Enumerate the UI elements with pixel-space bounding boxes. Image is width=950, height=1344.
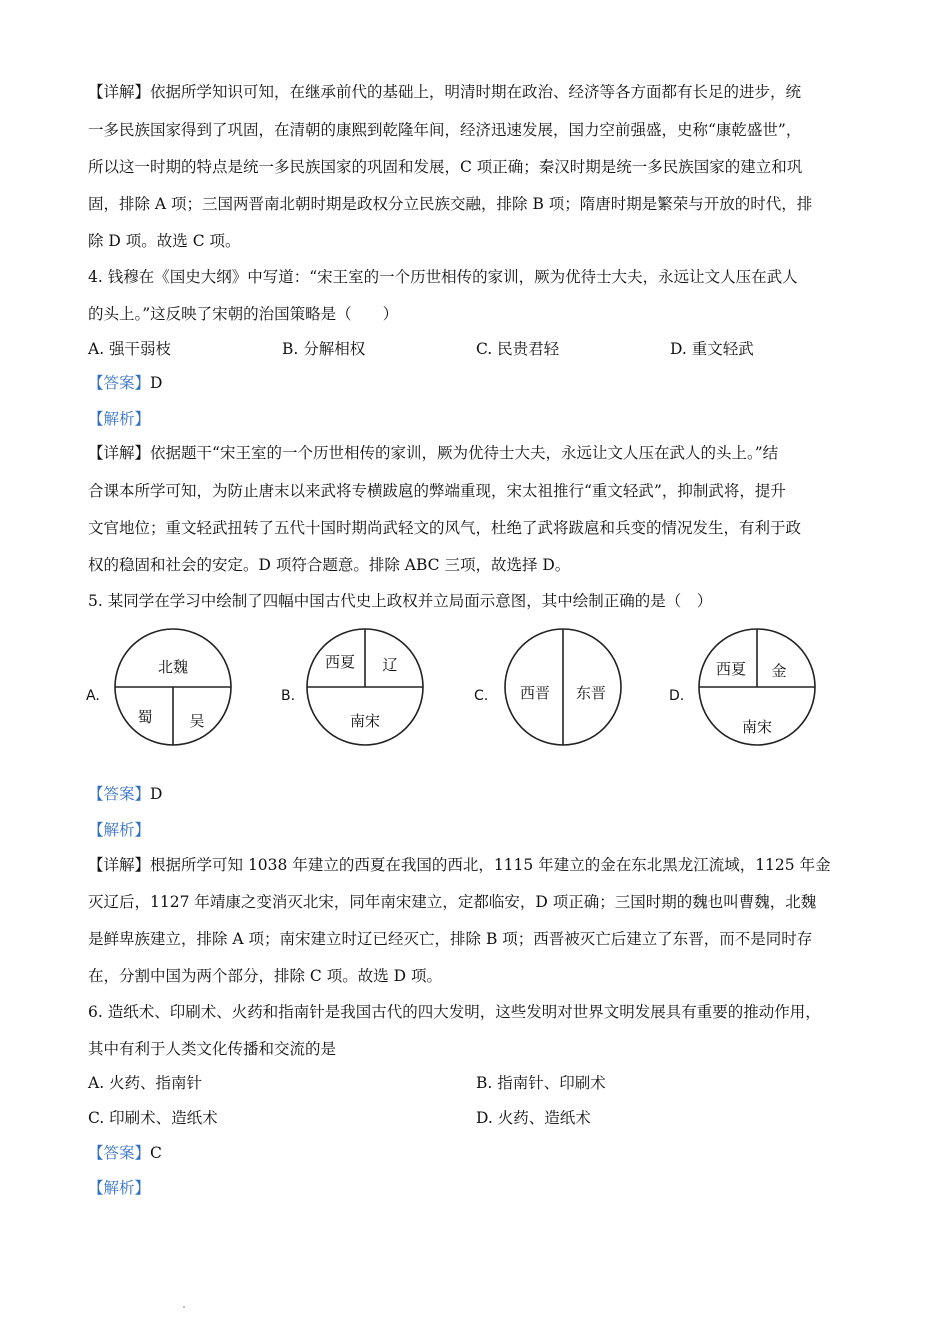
q6-stem-line-2: 其中有利于人类文化传播和交流的是: [88, 1040, 337, 1058]
q6-option-c: C. 印刷术、造纸术: [88, 1109, 218, 1127]
q4-stem-line-2: 的头上。”这反映了宋朝的治国策略是（ ）: [88, 305, 399, 323]
q4-stem-line-1: 4. 钱穆在《国史大纲》中写道：“宋王室的一个历世相传的家训，厥为优待士大夫，永远让文人压在武人: [88, 268, 798, 286]
q5-diagram-c: [500, 622, 626, 752]
q4-detail-line-4: 权的稳固和社会的安定。D 项符合题意。排除 ABC 三项，故选择 D。: [88, 556, 571, 574]
q4-detail-line-2: 合课本所学可知，为防止唐末以来武将专横跋扈的弊端重现，宋太祖推行“重文轻武”，抑制武将，提升: [88, 482, 786, 500]
q6-analysis: 【解析】: [88, 1179, 151, 1197]
q6-stem-line-1: 6. 造纸术、印刷术、火药和指南针是我国古代的四大发明，这些发明对世界文明发展具有重要的推动作用，: [88, 1003, 821, 1021]
q4-analysis: 【解析】: [88, 410, 151, 428]
region-nansong: 南宋: [349, 712, 381, 730]
q4-option-c: C. 民贵君轻: [476, 340, 560, 358]
q4-answer: 【答案】D: [88, 374, 163, 392]
q5-detail-line-1: 【详解】根据所学可知 1038 年建立的西夏在我国的西北，1115 年建立的金在东北黑龙江流域，1125 年金: [88, 856, 831, 874]
footer-mark: [183, 1306, 185, 1308]
region-xijin: 西晋: [519, 684, 551, 702]
q4-option-b: B. 分解相权: [282, 340, 366, 358]
q3-detail-line-5: 除 D 项。故选 C 项。: [88, 232, 241, 250]
q5-diagram-a-label: A.: [86, 688, 100, 704]
q5-analysis: 【解析】: [88, 821, 151, 839]
q5-diagram-c-label: C.: [474, 688, 489, 704]
q6-answer: 【答案】C: [88, 1144, 162, 1162]
q6-option-d: D. 火药、造纸术: [476, 1109, 591, 1127]
region-liao: 辽: [382, 656, 398, 674]
q5-diagram-b: [302, 622, 428, 752]
region-jin: 金: [771, 662, 787, 680]
q4-detail-line-3: 文官地位；重文轻武扭转了五代十国时期尚武轻文的风气，杜绝了武将跋扈和兵变的情况发生，有利于政: [88, 519, 802, 537]
q3-detail-line-3: 所以这一时期的特点是统一多民族国家的巩固和发展，C 项正确；秦汉时期是统一多民族国家的建立和巩: [88, 158, 803, 176]
q4-option-d: D. 重文轻武: [670, 340, 754, 358]
q3-detail-line-4: 固，排除 A 项；三国两晋南北朝时期是政权分立民族交融，排除 B 项；隋唐时期是繁荣与开放的时代，排: [88, 195, 813, 213]
region-xixia: 西夏: [715, 660, 747, 678]
region-wu: 吴: [189, 712, 205, 730]
q5-answer: 【答案】D: [88, 785, 163, 803]
q5-detail-line-3: 是鲜卑族建立，排除 A 项；南宋建立时辽已经灭亡，排除 B 项；西晋被灭亡后建立了东晋，而不是同时存: [88, 930, 813, 948]
region-shu: 蜀: [137, 708, 153, 726]
q5-stem: 5. 某同学在学习中绘制了四幅中国古代史上政权并立局面示意图，其中绘制正确的是（ ）: [88, 592, 713, 610]
q5-diagram-a: [110, 622, 236, 752]
q4-option-a: A. 强干弱枝: [88, 340, 172, 358]
detail-tag: 【详解】: [88, 83, 151, 101]
region-beiwei: 北魏: [157, 658, 189, 676]
q5-diagram-d-label: D.: [669, 688, 685, 704]
q5-detail-line-2: 灭辽后，1127 年靖康之变消灭北宋，同年南宋建立，定都临安，D 项正确；三国时期的魏也叫曹魏，北魏: [88, 893, 817, 911]
q5-detail-line-4: 在，分割中国为两个部分，排除 C 项。故选 D 项。: [88, 967, 442, 985]
q6-option-b: B. 指南针、印刷术: [476, 1074, 606, 1092]
region-dongjin: 东晋: [575, 684, 607, 702]
q5-diagram-d: [694, 622, 820, 752]
q3-detail-line-1: 【详解】依据所学知识可知，在继承前代的基础上，明清时期在政治、经济等各方面都有长足的进步，统: [88, 83, 802, 101]
region-xixia: 西夏: [324, 653, 356, 671]
q3-detail-line-2: 一多民族国家得到了巩固，在清朝的康熙到乾隆年间，经济迅速发展，国力空前强盛，史称“康乾盛世”，: [88, 121, 802, 139]
q4-detail-line-1: 【详解】依据题干“宋王室的一个历世相传的家训，厥为优待士大夫，永远让文人压在武人的头上。”结: [88, 444, 779, 462]
q5-diagram-b-label: B.: [281, 688, 296, 704]
region-nansong: 南宋: [741, 718, 773, 736]
q6-option-a: A. 火药、指南针: [88, 1074, 203, 1092]
